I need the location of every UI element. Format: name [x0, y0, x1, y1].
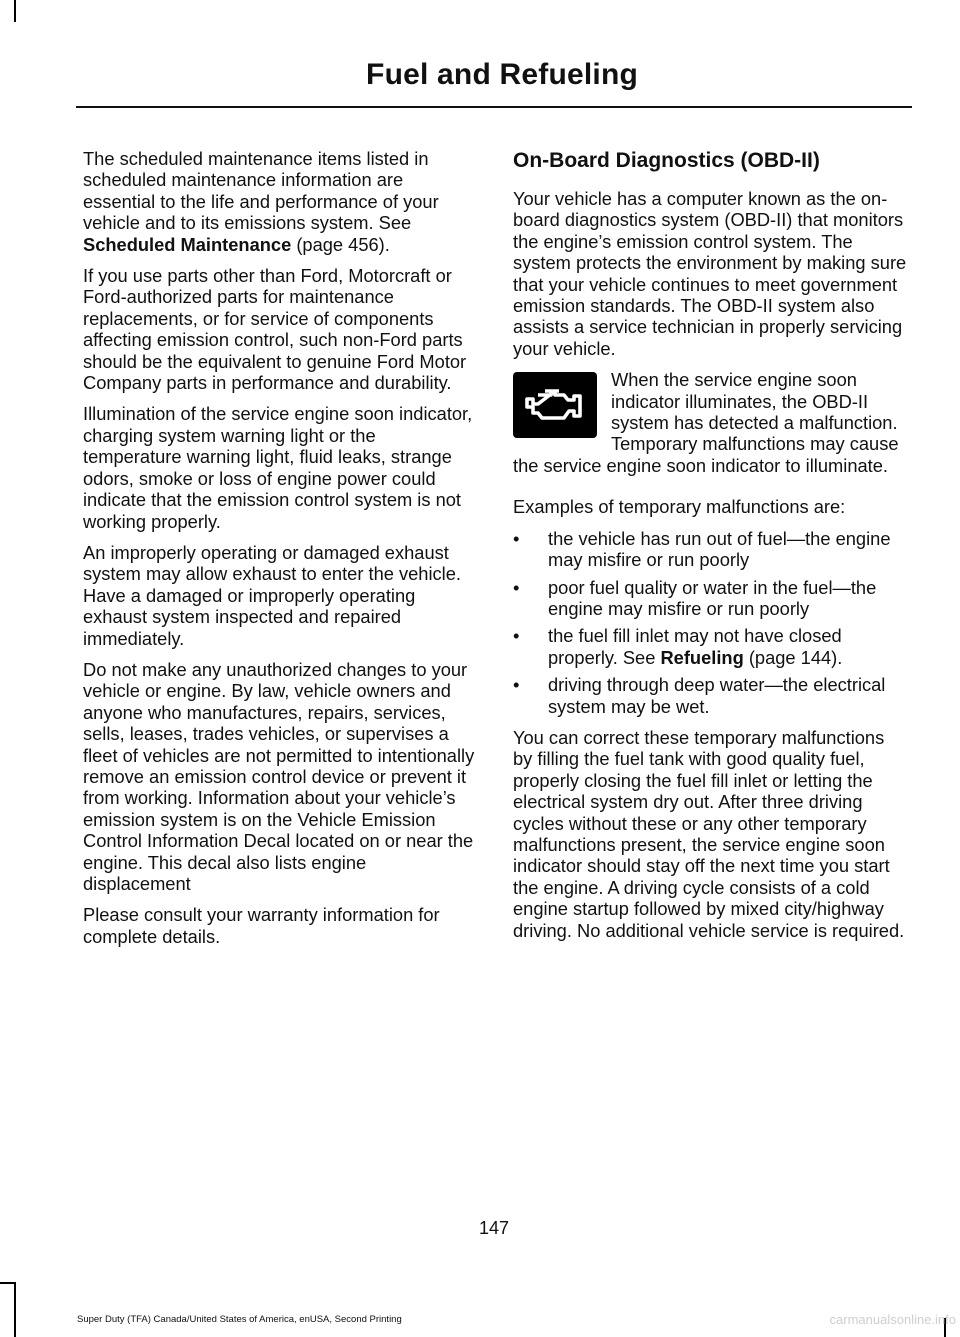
- paragraph: Your vehicle has a computer known as the on-board diagnostics system (OBD-II) that monitors the engine’s emission control system. The system protects the environment by making sure that your vehicle continues to meet government emission standards. The OBD-II system also assists a service technician in properly servicing your vehicle.: [513, 188, 907, 359]
- paragraph: Illumination of the service engine soon indicator, charging system warning light or the temperature warning light, fluid leaks, strange odors, smoke or loss of engine power could indicate that the emission control system is not working properly.: [83, 403, 473, 532]
- section-heading: On-Board Diagnostics (OBD-II): [513, 149, 820, 172]
- crop-mark: [14, 0, 16, 22]
- scheduled-maintenance-link[interactable]: Scheduled Maintenance: [83, 233, 292, 255]
- list-item: [513, 625, 907, 668]
- list-item-text: driving through deep water—the electrical system may be wet.: [548, 674, 886, 717]
- page-reference: (page 456).: [291, 233, 390, 255]
- paragraph: Do not make any unauthorized changes to your vehicle or engine. By law, vehicle owners and anyone who manufactures, repairs, services, sells, leases, trades vehicles, or supervises a fleet of vehicles are not permitted to intentionally remove an emission control device or prevent it from working. Information about your vehicle’s emission system is on the Vehicle Emission Control Information Decal located on or near the engine. This decal also lists engine displacement: [83, 658, 475, 894]
- paragraph: [83, 148, 475, 255]
- list-item: [513, 674, 907, 717]
- list-item-text: the vehicle has run out of fuel—the engine may misfire or run poorly: [548, 527, 891, 571]
- list-item: [513, 528, 907, 571]
- list-item-text: the fuel fill inlet may not have closed properly. See: [548, 625, 842, 668]
- paragraph-text: The scheduled maintenance items listed in scheduled maintenance information are essential to the life and performance of your vehicle and to its emissions system. See: [83, 148, 439, 234]
- header-divider: [76, 106, 912, 108]
- page-reference: (page 144).: [743, 646, 843, 668]
- bullet-marker: •: [513, 674, 520, 696]
- watermark: carmanualsonline.info: [829, 1312, 956, 1327]
- paragraph: Examples of temporary malfunctions are:: [513, 496, 846, 518]
- paragraph: An improperly operating or damaged exhaust system may allow exhaust to enter the vehicle. Have a damaged or improperly operating exhaust system inspected and repaired immediately.: [83, 541, 461, 649]
- paragraph: If you use parts other than Ford, Motorcraft or Ford-authorized parts for maintenance replacements, or for service of components affecting emission control, such non-Ford parts should be the equivalent to genuine Ford Motor Company parts in performance and durability.: [83, 265, 467, 394]
- crop-mark: [14, 1284, 16, 1337]
- paragraph-text: When the service engine soon indicator illuminates, the OBD-II system has detected a malfunction. Temporary malfunctions may cause the service engine soon indicator to illuminate.: [513, 369, 899, 476]
- refueling-link[interactable]: Refueling: [660, 646, 744, 668]
- bullet-list: [513, 528, 907, 717]
- service-engine-soon-icon: [513, 372, 597, 438]
- footer-text: Super Duty (TFA) Canada/United States of America, enUSA, Second Printing: [77, 1314, 402, 1325]
- indicator-paragraph: [513, 369, 907, 476]
- bullet-marker: •: [513, 576, 520, 598]
- right-column: [513, 148, 907, 951]
- page-title: Fuel and Refueling: [366, 58, 638, 91]
- list-item: [513, 577, 907, 620]
- page-number: 147: [478, 1218, 510, 1238]
- paragraph: Please consult your warranty information for complete details.: [83, 904, 440, 947]
- engine-icon: [524, 385, 586, 425]
- paragraph: You can correct these temporary malfunctions by filling the fuel tank with good quality fuel, properly closing the fuel fill inlet or letting the electrical system dry out. After three driving cycles without these or any other temporary malfunctions present, the service engine soon indicator should stay off the next time you start the engine. A driving cycle consists of a cold engine startup followed by mixed city/highway driving. No additional vehicle service is required.: [513, 726, 905, 941]
- bullet-marker: •: [513, 527, 520, 549]
- left-column: [83, 148, 475, 957]
- list-item-text: poor fuel quality or water in the fuel—the engine may misfire or run poorly: [548, 576, 877, 619]
- bullet-marker: •: [513, 625, 520, 647]
